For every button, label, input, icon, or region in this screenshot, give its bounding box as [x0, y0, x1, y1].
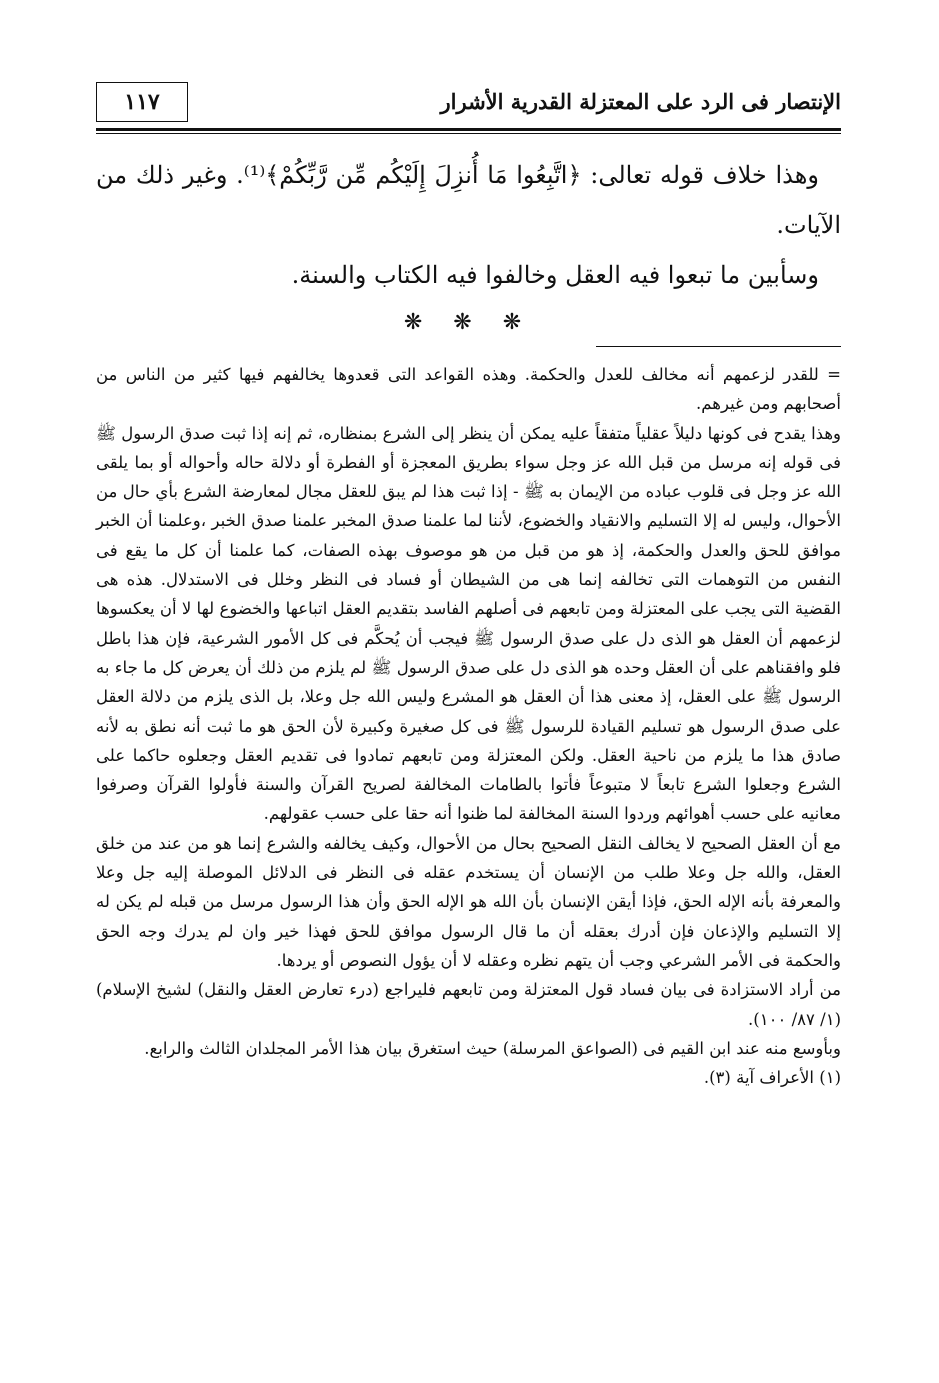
footnotes	[96, 360, 841, 1092]
main-paragraph-1: وهذا خلاف قوله تعالى: ﴿اتَّبِعُوا مَا أُنزِلَ إِلَيْكُم مِّن رَّبِّكُمْ﴾⁽¹⁾. وغير ذلك من الآيات.	[96, 161, 841, 239]
page-number	[96, 82, 188, 122]
footnote-paragraph: مع أن العقل الصحيح لا يخالف النقل الصحيح بحال من الأحوال، وكيف يخالفه والشرع إنما هو من عند من خلق العقل، والله جل وعلا طلب من الإنسان أن يستخدم عقله فى النظر فى الدلائل الموصلة إليه جل وعلا والمعرفة بأنه الإله الحق، فإذا أيقن الإنسان بأن الله هو الإله الحق وأن هذا الرسول مرسل من قبله لم يكن له إلا التسليم والإذعان فإن أدرك بعقله أن ما قال الرسول موافق للحق فهذا خير وان لم يدرك وجه الحق والحكمة فى الأمر الشرعي وجب أن يتهم نظره وعقله لا أن يؤول النصوص أو يردها.	[96, 833, 841, 970]
footnote-rule	[596, 346, 841, 347]
main-paragraph-2: وسأبين ما تبعوا فيه العقل وخالفوا فيه الكتاب والسنة.	[291, 261, 819, 289]
header-rule-thin	[96, 133, 841, 134]
main-text	[96, 150, 841, 300]
page-number-text: ١١٧	[124, 89, 160, 115]
footnote-1: (١) الأعراف آية (٣).	[703, 1068, 841, 1088]
section-separator: ❋ ❋ ❋	[403, 310, 534, 335]
footnote-continuation: = للقدر لزعمهم أنه مخالف للعدل والحكمة. وهذه القواعد التى قعدوها يخالفهم فيها كثير من الناس من أصحابهم ومن غيرهم.	[96, 365, 841, 414]
footnote-paragraph: وبأوسع منه عند ابن القيم فى (الصواعق المرسلة) حيث استغرق بيان هذا الأمر المجلدان الثالث والرابع.	[144, 1038, 841, 1058]
header-rule	[96, 128, 841, 131]
running-title: الإنتصار فى الرد على المعتزلة القدرية الأشرار	[440, 89, 841, 114]
footnote-paragraph: وهذا يقدح فى كونها دليلاً عقلياً متفقاً عليه يمكن أن ينظر إلى الشرع بمنظاره، ثم إنه إذا ثبت صدق الرسول ﷺ فى قوله إنه مرسل من قبل الله عز وجل سواء بطريق المعجزة أو الفطرة أو دلالة حاله وأحواله أو بما يلقى الله عز وجل فى قلوب عباده من الإيمان به ﷺ - إذا ثبت هذا لم يبق للعقل مجال لمعارضة الشرع بأي حال من الأحوال، وليس له إلا التسليم والانقياد والخضوع، لأننا لما علمنا صدق المخبر علمنا صدق الخبر ،وعلمنا أن الخبر موافق للحق والعدل والحكمة، إذ هو من قبل من هو موصوف بهذه الصفات، كما علمنا أن كل ما يقع فى النفس من التوهمات التى تخالفه إنما هى من الشيطان أو فساد فى النظر وخلل فى الاستدلال. هذه هى القضية التى يجب على المعتزلة ومن تابعهم فى أصلهم الفاسد بتقديم العقل اتباعها والخضوع لها لا أن يعكسوها لزعمهم أن العقل هو الذى دل على صدق الرسول ﷺ فيجب أن يُحكَّم فى كل الأمور الشرعية، فإن هذا باطل فلو وافقناهم على أن العقل وحده هو الذى دل على صدق الرسول ﷺ لم يلزم من ذلك أن يعرض كل ما جاء به الرسول ﷺ على العقل، إذ معنى هذا أن العقل هو المشرع وليس الله جل وعلا، بل الذى يلزم من دلالة العقل على صدق الرسول هو تسليم القيادة للرسول ﷺ فى كل صغيرة وكبيرة لأن الحق هو ما ثبت أنه نطق به لأنه صادق هذا ما يلزم من ناحية العقل. ولكن المعتزلة ومن تابعهم تمادوا فى تقديم العقل وجعلوه حاكما على الشرع وجعلوا الشرع تابعاً لا متبوعاً فأتوا بالطامات المخالفة لصريح القرآن والسنة فأولوا القرآن وصرفوا معانيه على حسب أهوائهم وردوا السنة المخالفة لما ظنوا أنه حقا على حسب عقولهم.	[96, 423, 841, 824]
footnote-paragraph: من أراد الاستزادة فى بيان فساد قول المعتزلة ومن تابعهم فليراجع (درء تعارض العقل والنقل) لشيخ الإسلام) (١/ ٨٧/ ١٠٠).	[96, 980, 841, 1029]
